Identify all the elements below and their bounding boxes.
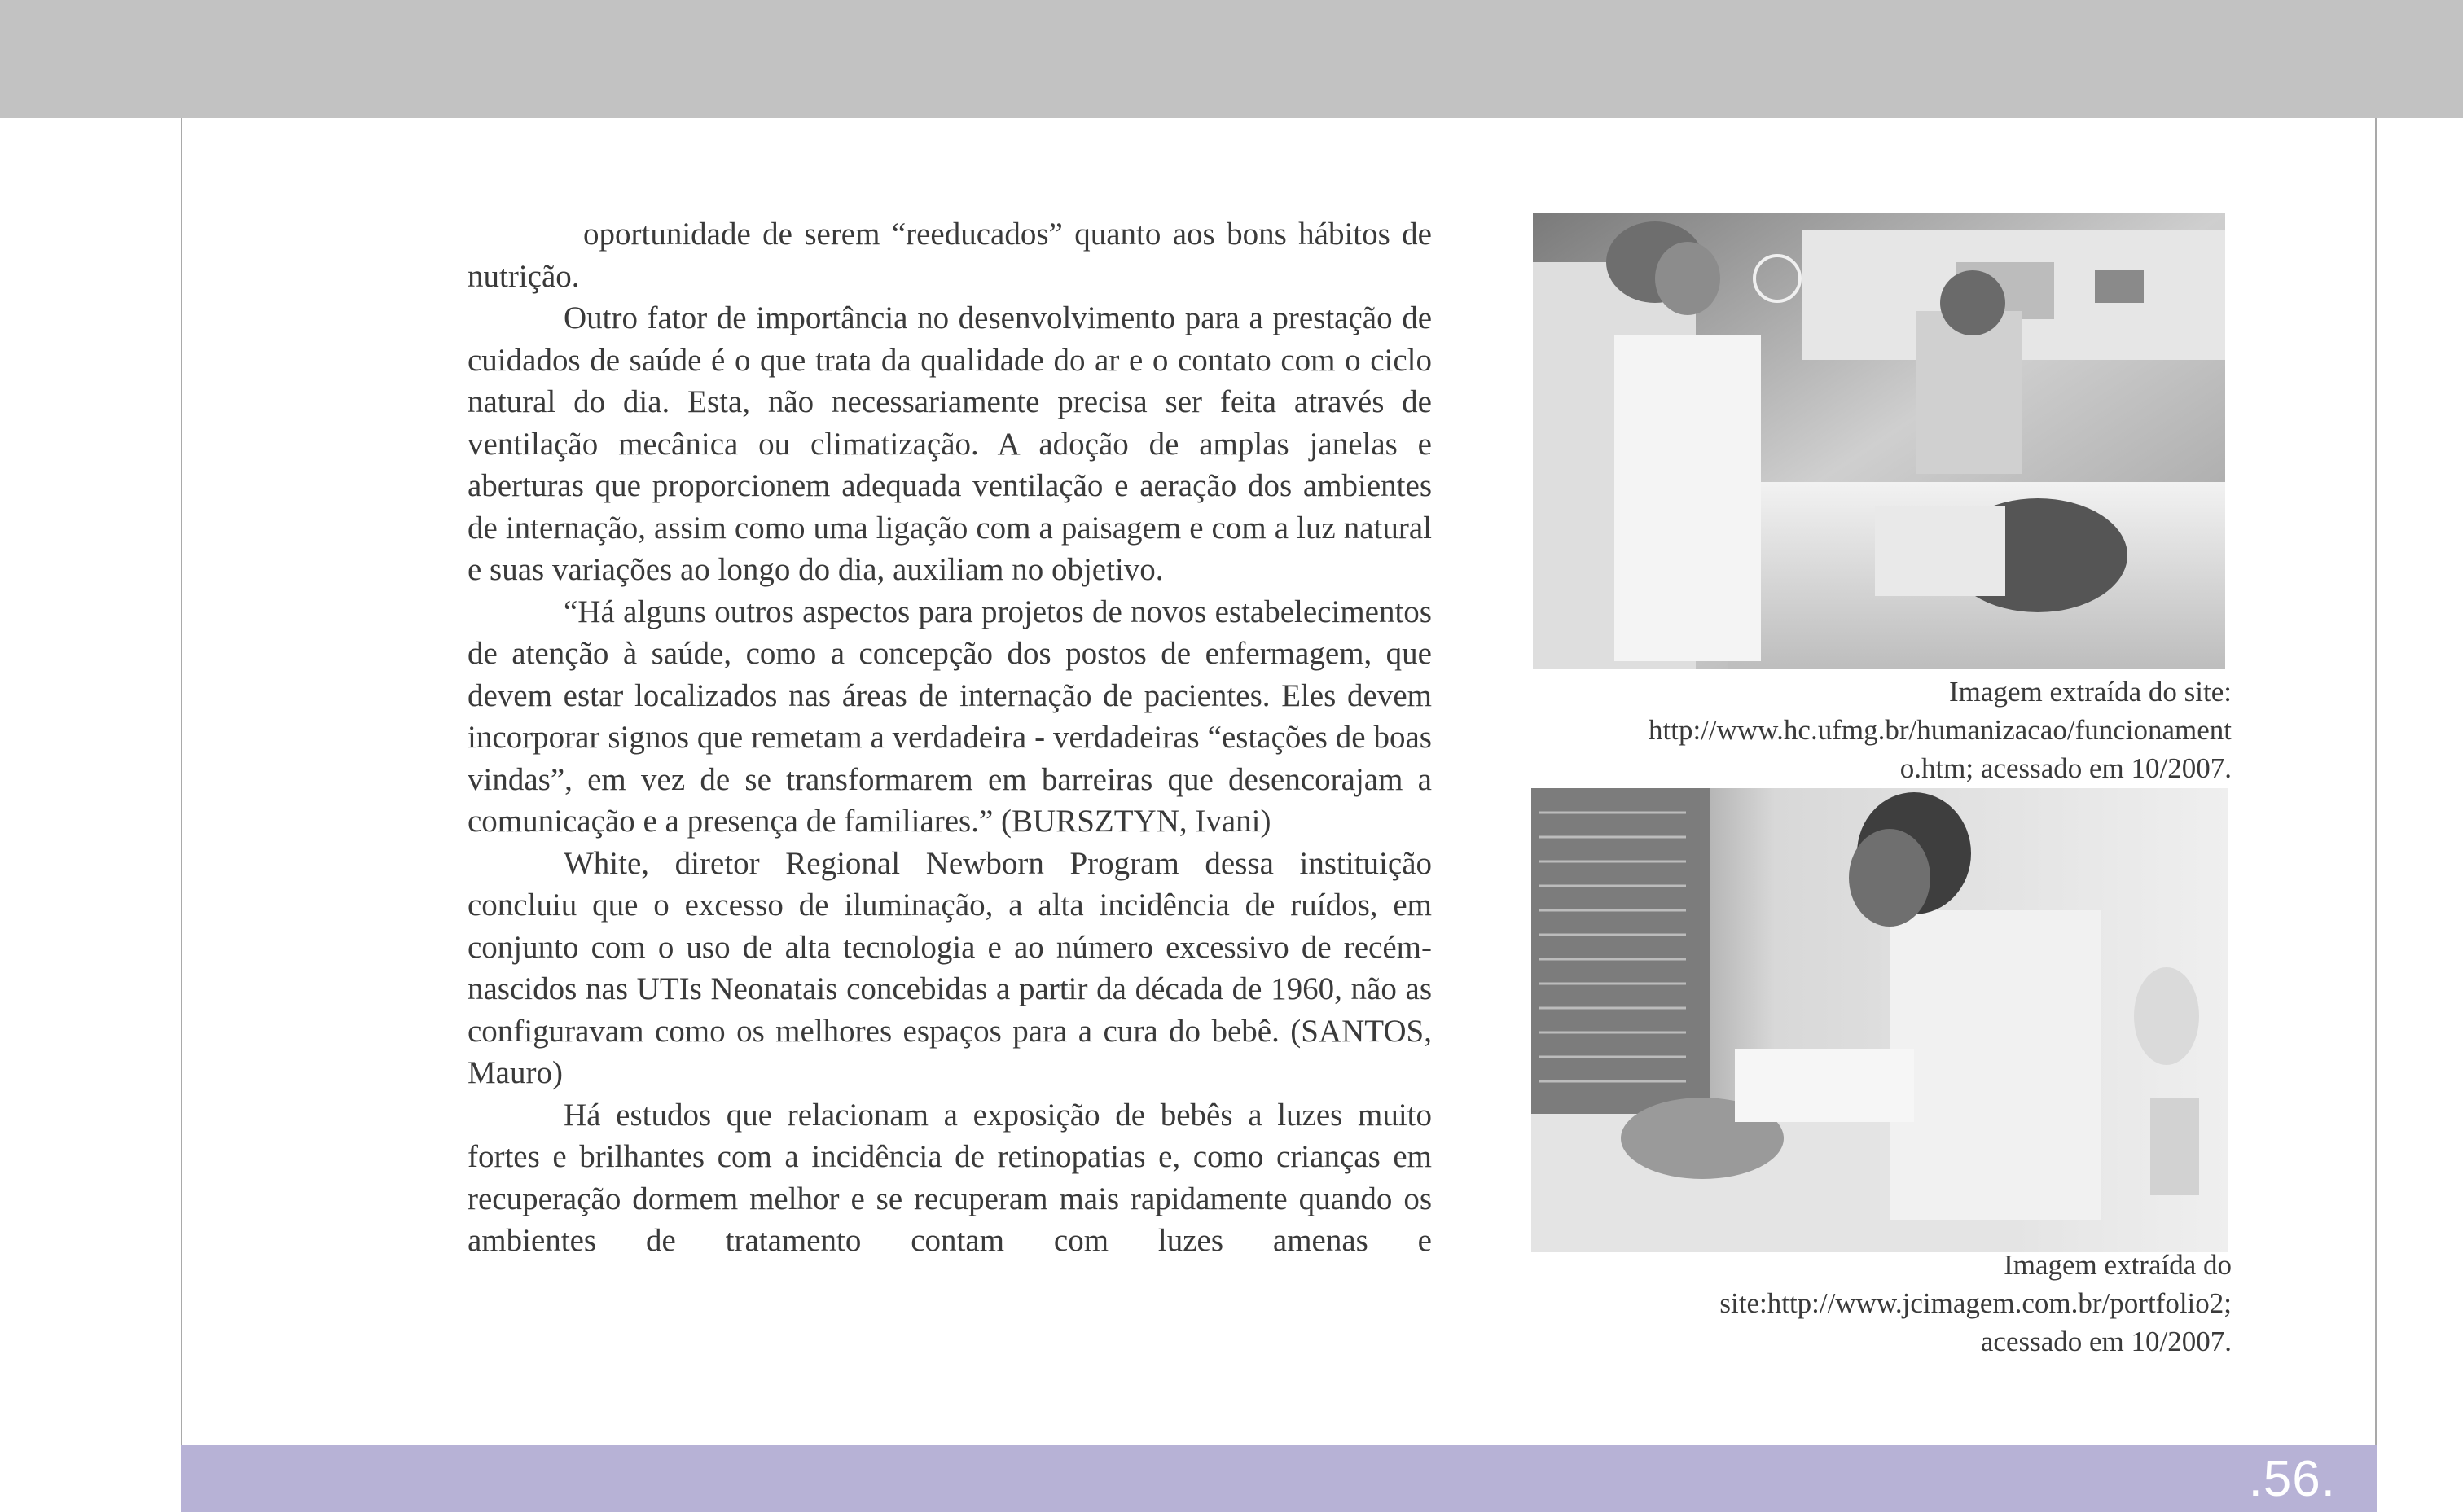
caption-line: acessado em 10/2007. bbox=[1980, 1326, 2232, 1357]
paragraph: Outro fator de importância no desenvolvimento para a prestação de cuidados de saúde é o que trata da qualidade do ar e o contato com o ciclo natural do dia. Esta, não necessariamente precisa ser feita através de ventilação mecânica ou climatização. A adoção de amplas janelas e aberturas que proporcionem adequada ventilação e aeração dos ambientes de internação, assim como uma ligação com a paisagem e com a luz natural e suas variações ao longo do dia, auxiliam no objetivo. bbox=[468, 300, 1432, 587]
caption-line: Imagem extraída do site: bbox=[1949, 676, 2232, 708]
page-number: .56. bbox=[2248, 1451, 2336, 1507]
paragraph: Há estudos que relacionam a exposição de bebês a luzes muito fortes e brilhantes com a incidência de retinopatias e, como crianças em recuperação dormem melhor e se recuperam mais rapidamente quando os ambientes de tratamento contam com luzes amenas e bbox=[468, 1097, 1432, 1258]
nurse-photo bbox=[1531, 788, 2228, 1252]
paragraph: oportunidade de serem “reeducados” quanto aos bons hábitos de nutrição. bbox=[468, 217, 1432, 294]
caption-line: site:http://www.jcimagem.com.br/portfolio2; bbox=[1719, 1287, 2232, 1319]
caption-line: o.htm; acessado em 10/2007. bbox=[1899, 752, 2232, 784]
nurse-photo-image bbox=[1531, 788, 2228, 1252]
footer-band bbox=[181, 1445, 2377, 1512]
ward-photo bbox=[1533, 213, 2225, 669]
figure-caption bbox=[1507, 673, 2232, 787]
caption-line: http://www.hc.ufmg.br/humanizacao/funcionament bbox=[1649, 714, 2232, 746]
top-band bbox=[0, 0, 2463, 118]
ward-photo-image bbox=[1533, 213, 2225, 669]
figure-caption bbox=[1507, 1246, 2232, 1361]
caption-line: Imagem extraída do bbox=[2004, 1249, 2232, 1281]
body-text bbox=[468, 213, 1432, 1262]
paragraph: White, diretor Regional Newborn Program dessa instituição concluiu que o excesso de iluminação, a alta incidência de ruídos, em conjunto com o uso de alta tecnologia e ao número excessivo de recém-nascidos nas UTIs Neonatais concebidas a partir da década de 1960, não as configuravam como os melhores espaços para a cura do bebê. (SANTOS, Mauro) bbox=[468, 845, 1432, 1090]
paragraph: “Há alguns outros aspectos para projetos de novos estabelecimentos de atenção à saúde, como a concepção dos postos de enfermagem, que devem estar localizados nas áreas de internação de pacientes. Eles devem incorporar signos que remetam a verdadeira - verdadeiras “estações de boas vindas”, em vez de se transformarem em barreiras que desencorajam a comunicação e a presença de familiares.” (BURSZTYN, Ivani) bbox=[468, 594, 1432, 839]
